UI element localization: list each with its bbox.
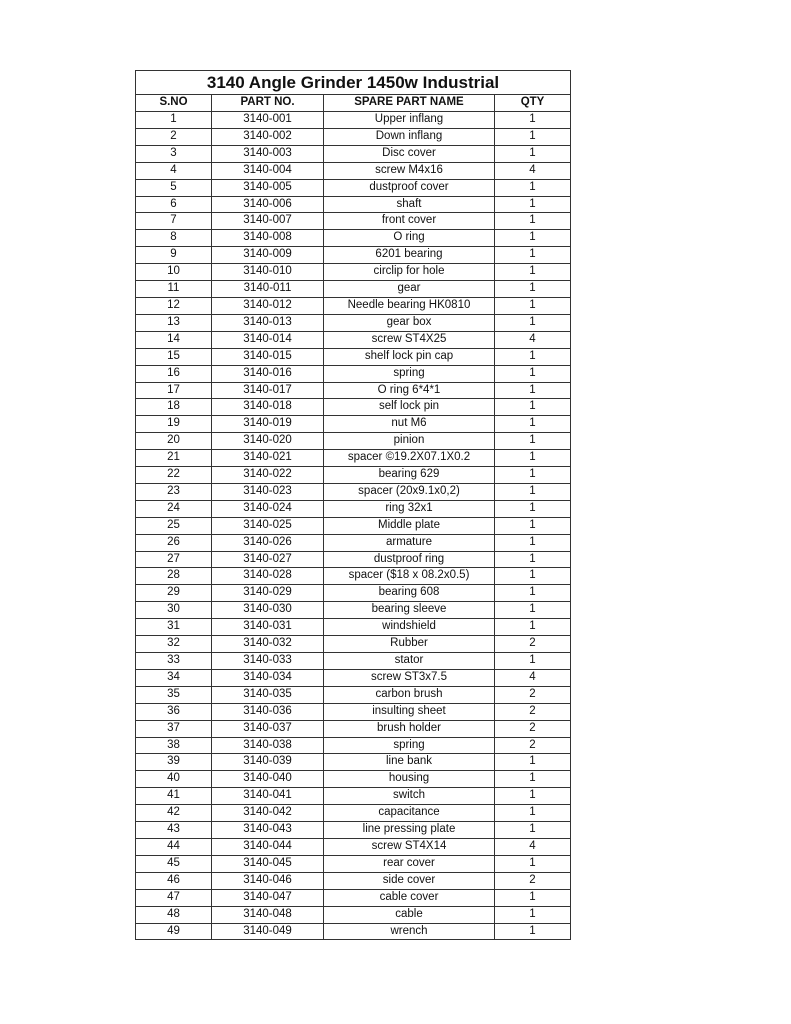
cell-part-no: 3140-035 [212, 686, 324, 703]
cell-qty: 2 [495, 636, 571, 653]
cell-spare-part-name: shaft [324, 196, 495, 213]
cell-sno: 23 [136, 483, 212, 500]
cell-qty: 1 [495, 196, 571, 213]
cell-spare-part-name: Needle bearing HK0810 [324, 297, 495, 314]
cell-part-no: 3140-041 [212, 788, 324, 805]
cell-spare-part-name: Rubber [324, 636, 495, 653]
cell-part-no: 3140-046 [212, 872, 324, 889]
cell-spare-part-name: spacer (20x9.1x0,2) [324, 483, 495, 500]
table-row [136, 872, 571, 889]
table-row [136, 450, 571, 467]
table-row [136, 788, 571, 805]
table-row [136, 838, 571, 855]
table-row [136, 230, 571, 247]
cell-part-no: 3140-023 [212, 483, 324, 500]
cell-part-no: 3140-005 [212, 179, 324, 196]
cell-spare-part-name: screw M4x16 [324, 162, 495, 179]
cell-part-no: 3140-016 [212, 365, 324, 382]
cell-sno: 36 [136, 703, 212, 720]
cell-spare-part-name: gear box [324, 314, 495, 331]
cell-sno: 39 [136, 754, 212, 771]
cell-spare-part-name: gear [324, 281, 495, 298]
table-row [136, 467, 571, 484]
cell-qty: 1 [495, 805, 571, 822]
table-body [136, 112, 571, 940]
cell-sno: 46 [136, 872, 212, 889]
table-row [136, 923, 571, 940]
cell-sno: 34 [136, 669, 212, 686]
cell-sno: 22 [136, 467, 212, 484]
cell-qty: 2 [495, 686, 571, 703]
cell-sno: 32 [136, 636, 212, 653]
table-row [136, 128, 571, 145]
spare-parts-sheet [135, 70, 570, 940]
cell-part-no: 3140-037 [212, 720, 324, 737]
table-row [136, 703, 571, 720]
cell-part-no: 3140-030 [212, 602, 324, 619]
cell-sno: 14 [136, 331, 212, 348]
cell-part-no: 3140-026 [212, 534, 324, 551]
cell-spare-part-name: ring 32x1 [324, 500, 495, 517]
cell-spare-part-name: stator [324, 653, 495, 670]
cell-spare-part-name: cable [324, 906, 495, 923]
cell-spare-part-name: bearing sleeve [324, 602, 495, 619]
table-row [136, 822, 571, 839]
cell-spare-part-name: bearing 629 [324, 467, 495, 484]
cell-spare-part-name: spring [324, 737, 495, 754]
cell-sno: 44 [136, 838, 212, 855]
cell-part-no: 3140-002 [212, 128, 324, 145]
cell-sno: 35 [136, 686, 212, 703]
cell-sno: 31 [136, 619, 212, 636]
cell-part-no: 3140-008 [212, 230, 324, 247]
cell-qty: 1 [495, 112, 571, 129]
cell-sno: 7 [136, 213, 212, 230]
table-row [136, 534, 571, 551]
cell-spare-part-name: dustproof ring [324, 551, 495, 568]
table-row [136, 179, 571, 196]
cell-spare-part-name: spacer ($18 x 08.2x0.5) [324, 568, 495, 585]
cell-qty: 1 [495, 500, 571, 517]
cell-qty: 1 [495, 822, 571, 839]
cell-spare-part-name: switch [324, 788, 495, 805]
cell-part-no: 3140-004 [212, 162, 324, 179]
cell-spare-part-name: line pressing plate [324, 822, 495, 839]
cell-part-no: 3140-039 [212, 754, 324, 771]
table-title: 3140 Angle Grinder 1450w Industrial [136, 71, 571, 95]
cell-qty: 1 [495, 551, 571, 568]
table-row [136, 196, 571, 213]
column-header-spare-part-name: SPARE PART NAME [324, 95, 495, 112]
cell-spare-part-name: bearing 608 [324, 585, 495, 602]
cell-qty: 1 [495, 754, 571, 771]
table-row [136, 669, 571, 686]
cell-qty: 1 [495, 433, 571, 450]
cell-sno: 16 [136, 365, 212, 382]
cell-sno: 21 [136, 450, 212, 467]
table-row [136, 771, 571, 788]
cell-qty: 1 [495, 483, 571, 500]
cell-part-no: 3140-025 [212, 517, 324, 534]
table-row [136, 619, 571, 636]
cell-sno: 1 [136, 112, 212, 129]
table-row [136, 568, 571, 585]
column-header-qty: QTY [495, 95, 571, 112]
table-row [136, 737, 571, 754]
cell-sno: 24 [136, 500, 212, 517]
cell-sno: 40 [136, 771, 212, 788]
cell-qty: 1 [495, 889, 571, 906]
cell-spare-part-name: cable cover [324, 889, 495, 906]
spare-parts-table [135, 70, 571, 940]
title-row [136, 71, 571, 95]
cell-sno: 5 [136, 179, 212, 196]
table-row [136, 855, 571, 872]
cell-part-no: 3140-044 [212, 838, 324, 855]
cell-spare-part-name: self lock pin [324, 399, 495, 416]
cell-part-no: 3140-021 [212, 450, 324, 467]
cell-qty: 1 [495, 602, 571, 619]
cell-spare-part-name: Down inflang [324, 128, 495, 145]
cell-spare-part-name: O ring [324, 230, 495, 247]
cell-sno: 17 [136, 382, 212, 399]
cell-sno: 48 [136, 906, 212, 923]
cell-part-no: 3140-007 [212, 213, 324, 230]
cell-part-no: 3140-022 [212, 467, 324, 484]
cell-spare-part-name: wrench [324, 923, 495, 940]
cell-part-no: 3140-034 [212, 669, 324, 686]
cell-part-no: 3140-029 [212, 585, 324, 602]
cell-sno: 12 [136, 297, 212, 314]
table-row [136, 551, 571, 568]
cell-part-no: 3140-043 [212, 822, 324, 839]
cell-sno: 28 [136, 568, 212, 585]
cell-spare-part-name: pinion [324, 433, 495, 450]
cell-qty: 1 [495, 450, 571, 467]
table-row [136, 382, 571, 399]
cell-sno: 25 [136, 517, 212, 534]
cell-part-no: 3140-001 [212, 112, 324, 129]
cell-part-no: 3140-020 [212, 433, 324, 450]
table-row [136, 720, 571, 737]
cell-sno: 8 [136, 230, 212, 247]
cell-part-no: 3140-006 [212, 196, 324, 213]
cell-spare-part-name: nut M6 [324, 416, 495, 433]
cell-sno: 38 [136, 737, 212, 754]
cell-part-no: 3140-049 [212, 923, 324, 940]
cell-sno: 11 [136, 281, 212, 298]
cell-spare-part-name: line bank [324, 754, 495, 771]
cell-spare-part-name: dustproof cover [324, 179, 495, 196]
table-row [136, 247, 571, 264]
cell-qty: 1 [495, 771, 571, 788]
cell-spare-part-name: windshield [324, 619, 495, 636]
cell-qty: 1 [495, 213, 571, 230]
cell-spare-part-name: screw ST3x7.5 [324, 669, 495, 686]
cell-sno: 29 [136, 585, 212, 602]
cell-qty: 4 [495, 838, 571, 855]
cell-spare-part-name: armature [324, 534, 495, 551]
table-row [136, 686, 571, 703]
cell-qty: 4 [495, 162, 571, 179]
cell-qty: 1 [495, 128, 571, 145]
table-row [136, 348, 571, 365]
table-row [136, 162, 571, 179]
cell-qty: 1 [495, 297, 571, 314]
cell-qty: 1 [495, 179, 571, 196]
cell-part-no: 3140-032 [212, 636, 324, 653]
cell-sno: 42 [136, 805, 212, 822]
column-header-part-no: PART NO. [212, 95, 324, 112]
cell-part-no: 3140-013 [212, 314, 324, 331]
cell-part-no: 3140-024 [212, 500, 324, 517]
cell-sno: 20 [136, 433, 212, 450]
cell-qty: 1 [495, 230, 571, 247]
table-row [136, 314, 571, 331]
cell-sno: 47 [136, 889, 212, 906]
cell-sno: 41 [136, 788, 212, 805]
cell-part-no: 3140-048 [212, 906, 324, 923]
cell-qty: 1 [495, 382, 571, 399]
cell-qty: 1 [495, 855, 571, 872]
cell-sno: 19 [136, 416, 212, 433]
table-row [136, 112, 571, 129]
cell-qty: 4 [495, 331, 571, 348]
cell-spare-part-name: housing [324, 771, 495, 788]
cell-part-no: 3140-040 [212, 771, 324, 788]
cell-qty: 1 [495, 467, 571, 484]
table-row [136, 889, 571, 906]
cell-spare-part-name: Middle plate [324, 517, 495, 534]
cell-sno: 26 [136, 534, 212, 551]
cell-sno: 6 [136, 196, 212, 213]
column-header-sno: S.NO [136, 95, 212, 112]
cell-spare-part-name: front cover [324, 213, 495, 230]
cell-spare-part-name: screw ST4X25 [324, 331, 495, 348]
cell-part-no: 3140-033 [212, 653, 324, 670]
cell-part-no: 3140-042 [212, 805, 324, 822]
cell-sno: 27 [136, 551, 212, 568]
cell-part-no: 3140-018 [212, 399, 324, 416]
table-row [136, 653, 571, 670]
cell-spare-part-name: screw ST4X14 [324, 838, 495, 855]
table-row [136, 602, 571, 619]
cell-part-no: 3140-036 [212, 703, 324, 720]
table-row [136, 483, 571, 500]
cell-part-no: 3140-031 [212, 619, 324, 636]
table-row [136, 433, 571, 450]
table-row [136, 500, 571, 517]
cell-qty: 1 [495, 517, 571, 534]
cell-part-no: 3140-019 [212, 416, 324, 433]
cell-sno: 2 [136, 128, 212, 145]
table-row [136, 331, 571, 348]
cell-qty: 1 [495, 568, 571, 585]
cell-qty: 2 [495, 703, 571, 720]
table-row [136, 264, 571, 281]
cell-spare-part-name: spacer ©19.2X07.1X0.2 [324, 450, 495, 467]
cell-qty: 2 [495, 872, 571, 889]
cell-qty: 1 [495, 281, 571, 298]
cell-part-no: 3140-017 [212, 382, 324, 399]
cell-spare-part-name: rear cover [324, 855, 495, 872]
cell-part-no: 3140-027 [212, 551, 324, 568]
cell-qty: 1 [495, 653, 571, 670]
cell-sno: 9 [136, 247, 212, 264]
cell-sno: 43 [136, 822, 212, 839]
header-row [136, 95, 571, 112]
cell-sno: 3 [136, 145, 212, 162]
cell-spare-part-name: shelf lock pin cap [324, 348, 495, 365]
cell-part-no: 3140-045 [212, 855, 324, 872]
cell-qty: 1 [495, 906, 571, 923]
cell-part-no: 3140-003 [212, 145, 324, 162]
cell-qty: 1 [495, 247, 571, 264]
cell-part-no: 3140-012 [212, 297, 324, 314]
cell-spare-part-name: insulting sheet [324, 703, 495, 720]
cell-qty: 1 [495, 264, 571, 281]
cell-qty: 1 [495, 788, 571, 805]
cell-sno: 18 [136, 399, 212, 416]
cell-spare-part-name: O ring 6*4*1 [324, 382, 495, 399]
cell-part-no: 3140-014 [212, 331, 324, 348]
cell-spare-part-name: Disc cover [324, 145, 495, 162]
table-row [136, 517, 571, 534]
cell-qty: 1 [495, 585, 571, 602]
cell-spare-part-name: circlip for hole [324, 264, 495, 281]
cell-qty: 1 [495, 923, 571, 940]
cell-sno: 15 [136, 348, 212, 365]
cell-sno: 45 [136, 855, 212, 872]
cell-sno: 30 [136, 602, 212, 619]
cell-part-no: 3140-015 [212, 348, 324, 365]
cell-spare-part-name: capacitance [324, 805, 495, 822]
cell-part-no: 3140-047 [212, 889, 324, 906]
cell-spare-part-name: Upper inflang [324, 112, 495, 129]
table-row [136, 805, 571, 822]
cell-spare-part-name: carbon brush [324, 686, 495, 703]
cell-sno: 10 [136, 264, 212, 281]
cell-sno: 4 [136, 162, 212, 179]
cell-qty: 4 [495, 669, 571, 686]
cell-sno: 49 [136, 923, 212, 940]
cell-qty: 1 [495, 314, 571, 331]
cell-sno: 33 [136, 653, 212, 670]
cell-sno: 13 [136, 314, 212, 331]
cell-part-no: 3140-028 [212, 568, 324, 585]
cell-qty: 2 [495, 737, 571, 754]
cell-qty: 1 [495, 416, 571, 433]
table-row [136, 365, 571, 382]
cell-spare-part-name: side cover [324, 872, 495, 889]
table-row [136, 297, 571, 314]
table-row [136, 585, 571, 602]
cell-qty: 1 [495, 145, 571, 162]
cell-spare-part-name: brush holder [324, 720, 495, 737]
cell-sno: 37 [136, 720, 212, 737]
cell-qty: 1 [495, 348, 571, 365]
cell-qty: 2 [495, 720, 571, 737]
cell-qty: 1 [495, 365, 571, 382]
table-row [136, 281, 571, 298]
cell-qty: 1 [495, 534, 571, 551]
cell-spare-part-name: spring [324, 365, 495, 382]
cell-part-no: 3140-009 [212, 247, 324, 264]
table-row [136, 754, 571, 771]
table-row [136, 906, 571, 923]
table-row [136, 416, 571, 433]
cell-qty: 1 [495, 619, 571, 636]
cell-spare-part-name: 6201 bearing [324, 247, 495, 264]
cell-part-no: 3140-011 [212, 281, 324, 298]
cell-qty: 1 [495, 399, 571, 416]
table-row [136, 636, 571, 653]
cell-part-no: 3140-038 [212, 737, 324, 754]
table-row [136, 399, 571, 416]
cell-part-no: 3140-010 [212, 264, 324, 281]
table-row [136, 213, 571, 230]
table-row [136, 145, 571, 162]
